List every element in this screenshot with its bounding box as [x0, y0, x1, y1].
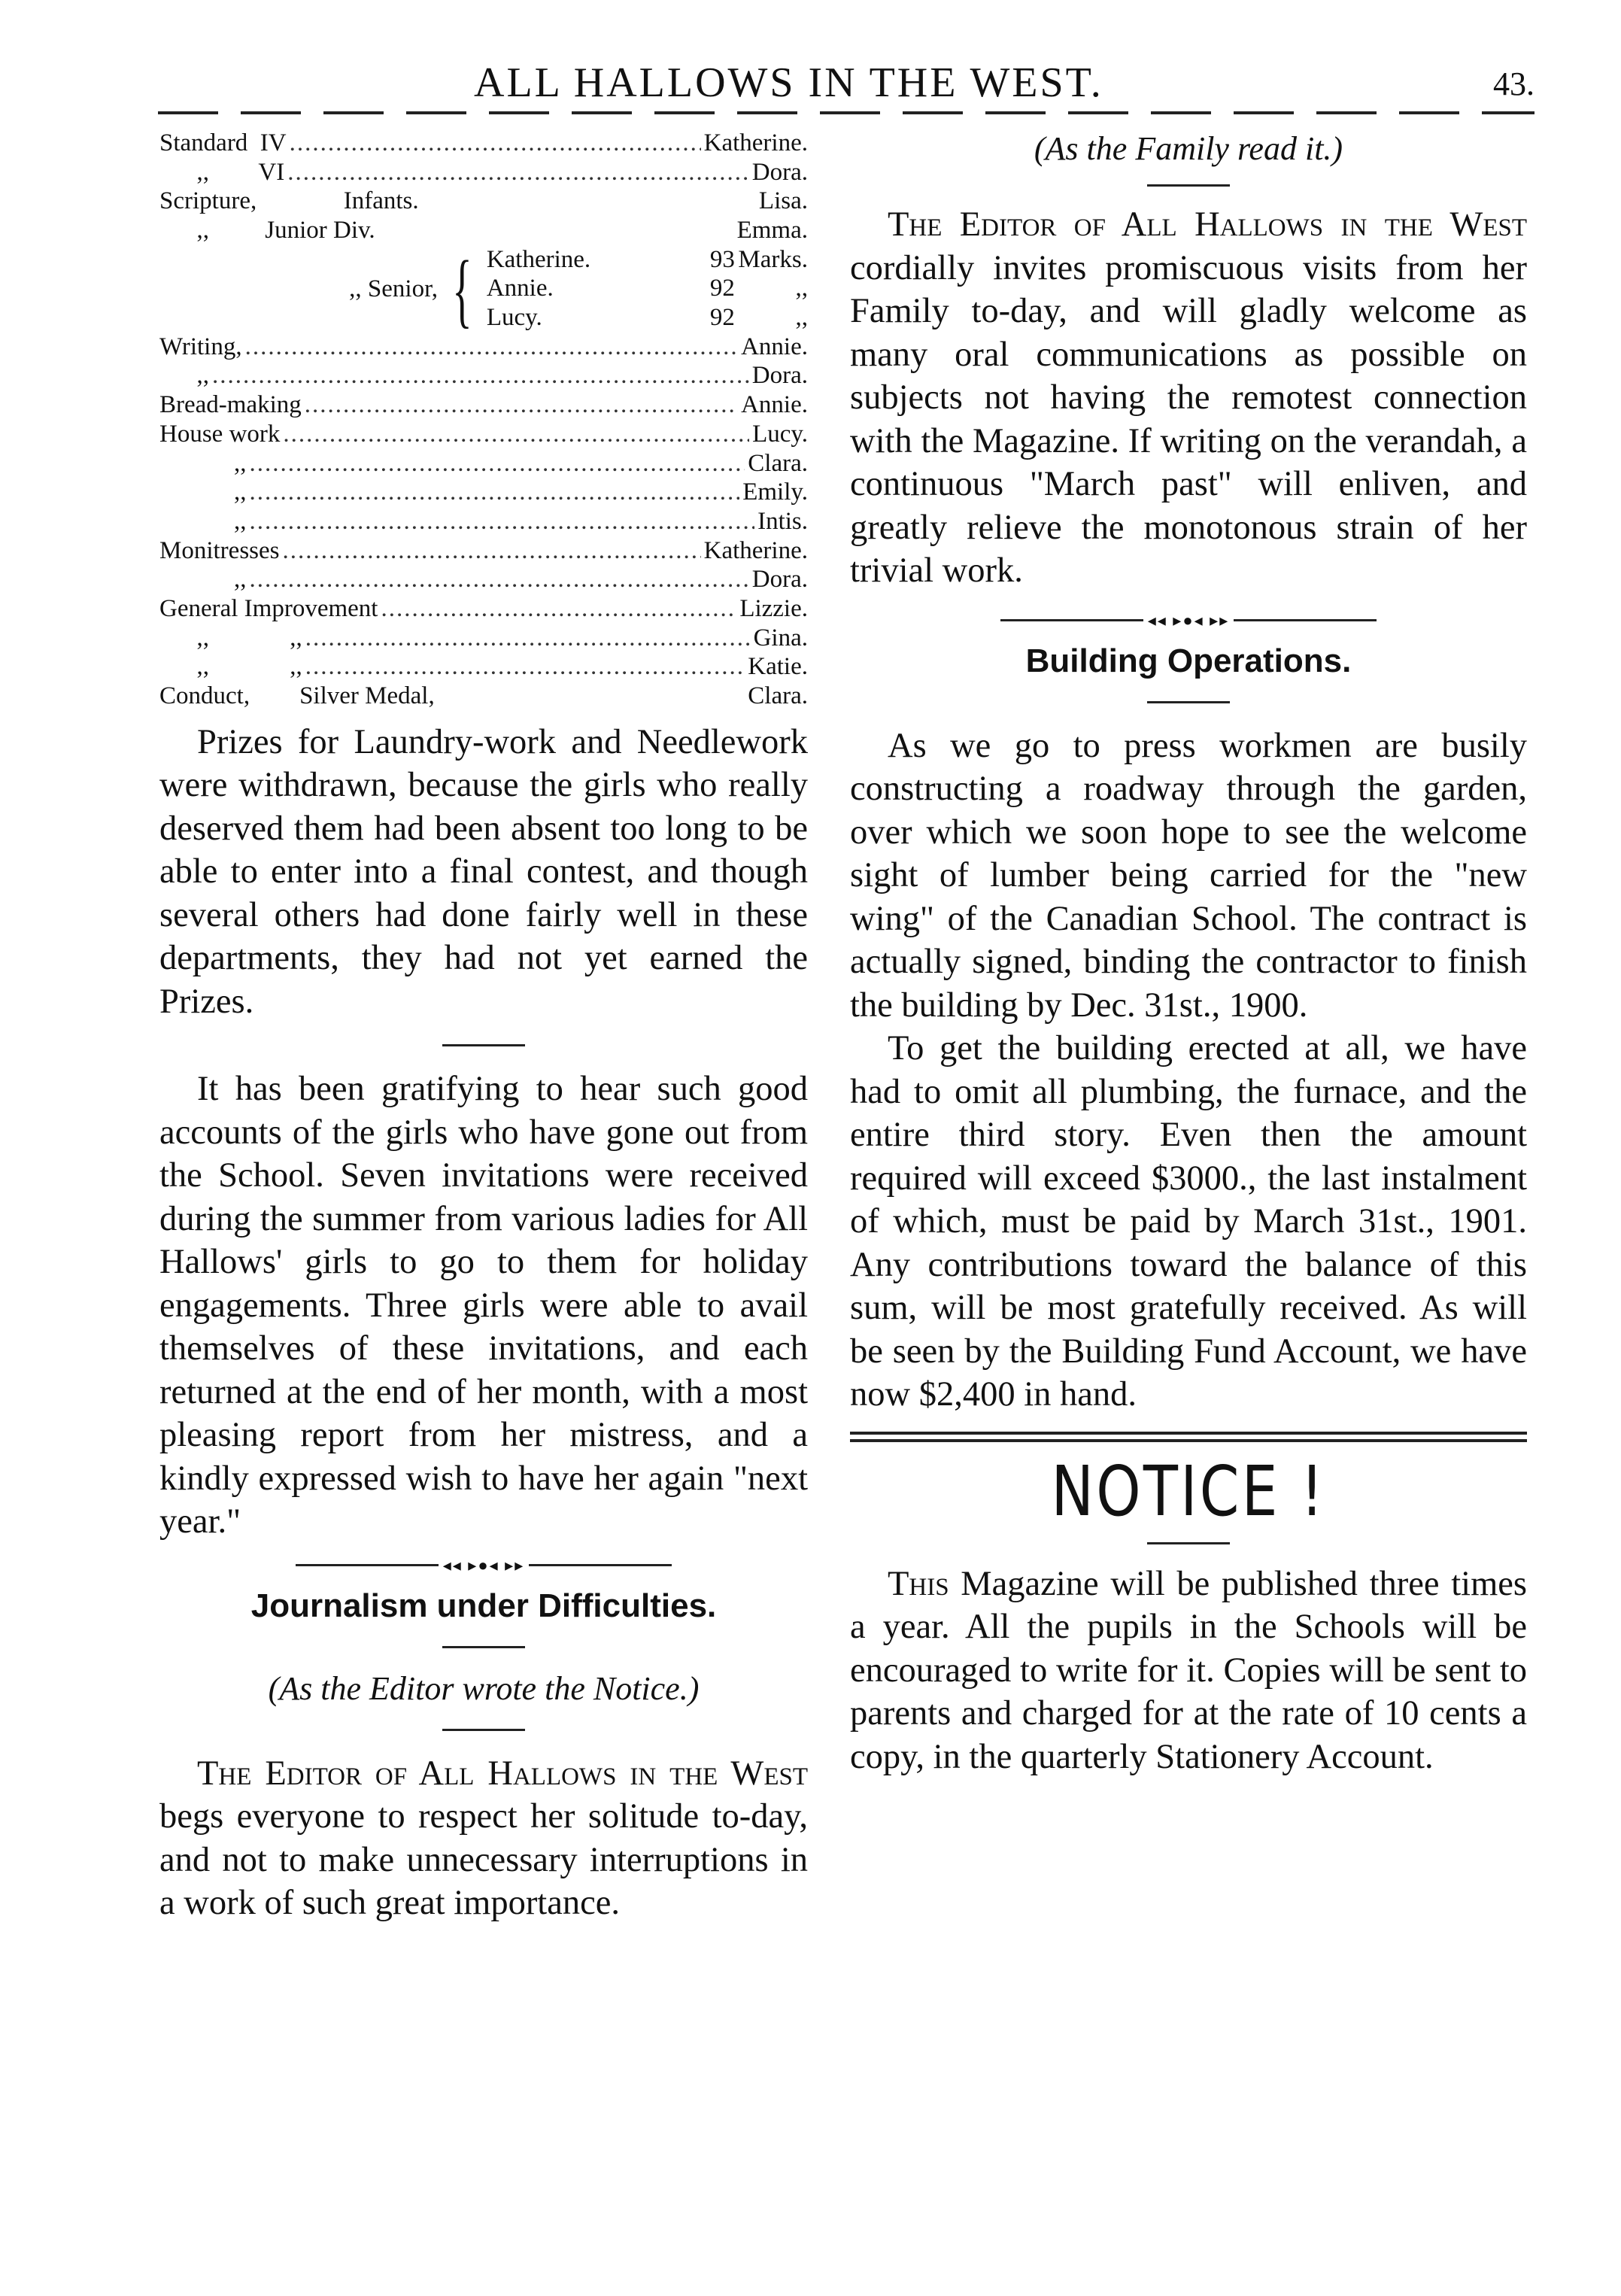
leader-dots: [283, 537, 701, 565]
senior-entry: [487, 304, 808, 333]
prize-subject: Bread-making: [159, 391, 302, 419]
journalism-subheading: (As the Editor wrote the Notice.): [268, 1669, 700, 1707]
leader-dots: [212, 362, 749, 390]
prize-subject: ,,: [159, 507, 247, 535]
prize-row: [159, 682, 808, 712]
leader-dots: [250, 478, 740, 506]
prize-winner: Intis.: [757, 507, 808, 535]
senior-unit: ,,: [795, 304, 808, 332]
prize-winner: Katherine.: [703, 129, 808, 156]
prize-winner: Dora.: [751, 362, 808, 390]
building-paragraph-2: To get the building erected at all, we have had to omit all plumbing, the furnace, and the entire third story. Even then the amount required will exceed $3000., the last instalment of which, must be paid by March 31st., 1901. Any contributions toward the balance of this sum, will be most gratefully received. As will be seen by the Building Fund Account, we have now $2,400 in hand.: [850, 1029, 1527, 1414]
section-rule: [442, 1044, 525, 1046]
senior-rows: [487, 246, 808, 333]
family-body: cordially invites promiscuous visits from her Family to-day, and will gladly welcome as many oral communications as possible on subjects not having the remotest connection with the Magazine. If writing on the verandah, a continuous "March past" will enliven, and greatly relieve the monotonous strain of her trivial work.: [850, 248, 1527, 590]
prize-subject: Standard IV: [159, 129, 287, 156]
senior-label: ,, Senior,: [349, 275, 438, 303]
journalism-lead: The Editor of All Hallows in the West: [197, 1754, 808, 1793]
senior-name: Katherine.: [486, 245, 591, 273]
building-paragraph-1: As we go to press workmen are busily constructing a roadway through the garden, over which we soon hope to see the welcome sight of lumber being carried for the "new wing" of the Canadian School. The contract is actually signed, binding the contractor to finish the building by Dec. 31st., 1900.: [850, 726, 1527, 1025]
brace-glyph: {: [452, 243, 472, 336]
notice-body: Magazine will be published three times a year. All the pupils in the Schools will be encouraged to write for it. Copies will be sent to parents and charged for at the rate of 10 cents a copy, in the quarterly Stationery Account.: [850, 1564, 1527, 1776]
leader-dots: [250, 508, 755, 536]
senior-marks: 92: [709, 275, 735, 302]
prize-row: [159, 653, 808, 682]
prize-list-bottom: [159, 333, 808, 712]
prize-row: [159, 159, 808, 188]
section-rule: [442, 1729, 525, 1731]
prize-winner: Annie.: [741, 391, 808, 419]
family-paragraph: [850, 203, 1527, 593]
leader-dots: [381, 595, 736, 623]
section-rule: [1147, 184, 1230, 187]
senior-entry: [487, 246, 808, 275]
leader-dots: [287, 159, 749, 187]
prize-subject: Conduct, Silver Medal,: [159, 682, 435, 709]
page-header: [158, 59, 1534, 111]
family-subheading: (As the Family read it.): [1034, 130, 1343, 167]
prize-row: [159, 391, 808, 421]
prize-row: [159, 421, 808, 450]
prize-winner: Katie.: [748, 653, 808, 681]
prize-row: [159, 450, 808, 479]
prize-subject: Monitresses: [159, 536, 280, 564]
page-number: 43.: [1493, 65, 1534, 102]
prize-winner: Katherine.: [703, 536, 808, 564]
prize-subject: ,, ,,: [159, 624, 302, 651]
senior-entry: [487, 275, 808, 304]
notice-lead: This: [888, 1564, 949, 1603]
prize-row: [159, 129, 808, 159]
prize-winner: Emily.: [742, 478, 808, 506]
prize-row: [159, 333, 808, 363]
senior-name: Lucy.: [486, 304, 542, 332]
leader-dots: [250, 566, 749, 594]
journalism-body: begs everyone to respect her solitude to-day, and not to make unnecessary interruptions in a work of such great importance.: [159, 1797, 808, 1923]
prize-winner: Clara.: [748, 449, 808, 477]
leader-dots: [305, 391, 738, 419]
prize-subject: ,,: [159, 362, 209, 390]
header-rule: [158, 111, 1534, 114]
notice-heading: NOTICE !: [1051, 1450, 1326, 1532]
prize-row: [159, 362, 808, 391]
section-rule: [1147, 701, 1230, 703]
prize-subject: ,,: [159, 449, 247, 477]
section-rule: [1147, 1542, 1230, 1544]
prize-subject: Writing,: [159, 333, 242, 360]
running-title: ALL HALLOWS IN THE WEST.: [474, 59, 1103, 106]
gratifying-paragraph: It has been gratifying to hear such good accounts of the girls who have gone out from the School. Seven invitations were received during the summer from various ladies for All Hallows' girls to go to them for holiday engagements. Three girls were able to avail themselves of these invitations, and each returned at the end of her month, with a most pleasing report from her mistress, and a kindly expressed wish to have her again "next year.": [159, 1070, 808, 1541]
prize-winner: Lisa.: [758, 187, 808, 215]
prize-subject: ,,: [159, 478, 247, 506]
leader-dots: [245, 333, 739, 361]
prize-winner: Lucy.: [752, 420, 808, 448]
prize-subject: ,, Junior Div.: [159, 217, 375, 244]
leader-dots: [250, 450, 745, 478]
senior-marks: 93: [709, 245, 735, 273]
prize-winner: Lizzie.: [739, 594, 808, 622]
section-rule: [442, 1646, 525, 1648]
prize-winner: Clara.: [748, 682, 808, 709]
prize-subject: House work: [159, 420, 281, 448]
leader-dots: [283, 421, 749, 448]
building-heading: Building Operations.: [1025, 642, 1352, 679]
prize-subject: Scripture, Infants.: [159, 187, 419, 215]
senior-unit: Marks.: [738, 245, 808, 273]
senior-marks: 92: [709, 304, 735, 332]
prize-subject: ,,: [159, 566, 247, 594]
senior-scripture-group: [159, 243, 808, 336]
prize-row: [159, 478, 808, 508]
leader-dots: [290, 129, 701, 157]
prize-list-top: [159, 129, 808, 246]
prize-row: [159, 217, 808, 246]
left-column: [159, 129, 808, 1925]
senior-name: Annie.: [486, 275, 554, 302]
prize-row: [159, 508, 808, 537]
prize-row: [159, 566, 808, 595]
prize-winner: Emma.: [736, 217, 808, 244]
family-lead: The Editor of All Hallows in the West: [888, 205, 1527, 244]
journalism-paragraph: [159, 1752, 808, 1925]
prize-subject: ,, ,,: [159, 653, 302, 681]
prize-row: [159, 187, 808, 217]
prizes-withdrawn-paragraph: Prizes for Laundry-work and Needlework were withdrawn, because the girls who really deserved them had been absent too long to be able to enter into a final contest, and though several others had done fairly well in these departments, they had not yet earned the Prizes.: [159, 722, 808, 1021]
prize-subject: General Improvement: [159, 594, 378, 622]
prize-row: [159, 595, 808, 624]
journalism-heading: Journalism under Difficulties.: [250, 1587, 717, 1624]
notice-paragraph: [850, 1563, 1527, 1779]
double-rule: [850, 1432, 1527, 1442]
leader-dots: [305, 624, 751, 652]
prize-row: [159, 624, 808, 654]
prize-winner: Dora.: [751, 158, 808, 186]
leader-dots: [305, 653, 745, 681]
prize-winner: Annie.: [741, 333, 808, 360]
ornament-divider: ◂◂ ▸●◂ ▸▸: [159, 1554, 808, 1577]
senior-unit: ,,: [795, 275, 808, 302]
ornament-divider: ◂◂ ▸●◂ ▸▸: [850, 609, 1527, 632]
prize-winner: Gina.: [753, 624, 808, 651]
prize-row: [159, 537, 808, 566]
right-column: [850, 129, 1527, 1778]
prize-subject: ,, VI: [159, 158, 285, 186]
prize-winner: Dora.: [751, 566, 808, 594]
